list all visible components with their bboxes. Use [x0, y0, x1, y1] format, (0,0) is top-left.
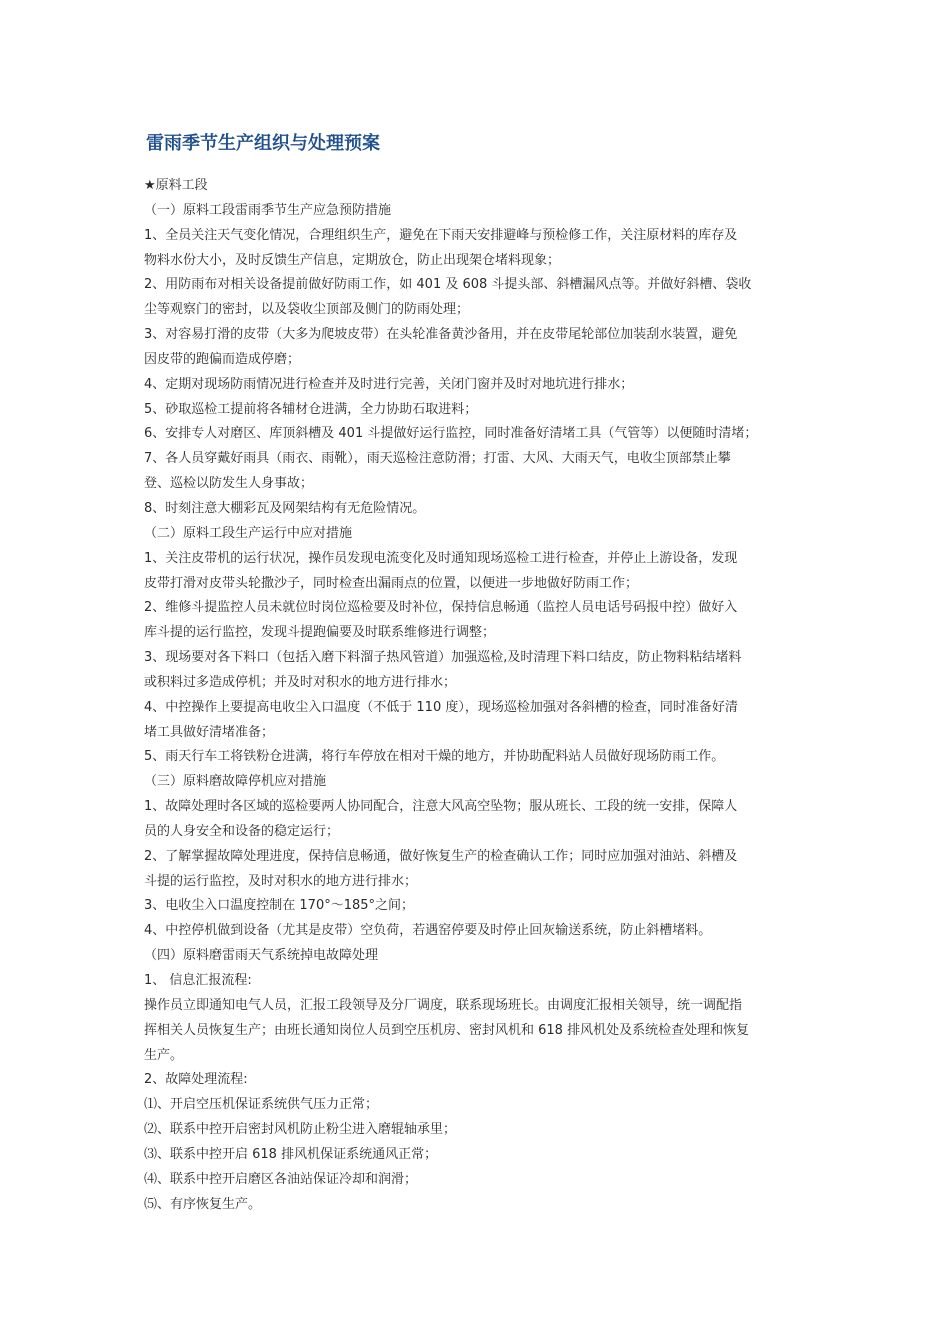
text-line: ⑷、联系中控开启磨区各油站保证冷却和润滑； [144, 1171, 418, 1187]
text-line: 库斗提的运行监控，发现斗提跑偏要及时联系维修进行调整； [144, 625, 496, 641]
text-line: 4、中控操作上要提高电收尘入口温度（不低于 110 度），现场巡检加强对各斜槽的检查，同时准备好清 [144, 699, 738, 715]
text-line: 员的人身安全和设备的稳定运行； [144, 823, 340, 839]
document-title: 雷雨季节生产组织与处理预案 [146, 133, 380, 154]
text-line: 2、用防雨布对相关设备提前做好防雨工作，如 401 及 608 斗提头部、斜槽漏风点等。并做好斜槽、袋收 [144, 277, 752, 293]
text-line: （三）原料磨故障停机应对措施 [144, 774, 327, 790]
text-line: 2、了解掌握故障处理进度，保持信息畅通，做好恢复生产的检查确认工作；同时应加强对油站、斜槽及 [144, 848, 738, 864]
text-line: ⑴、开启空压机保证系统供气压力正常； [144, 1097, 379, 1113]
text-line: 因皮带的跑偏而造成停磨； [144, 351, 301, 367]
text-line: 物料水份大小，及时反馈生产信息，定期放仓，防止出现架仓堵料现象； [144, 252, 561, 268]
text-line: 5、砂取巡检工提前将各辅材仓进满，全力协助石取进料； [144, 401, 478, 417]
text-line: 挥相关人员恢复生产；由班长通知岗位人员到空压机房、密封风机和 618 排风机处及系统检查处理和恢复 [144, 1022, 750, 1038]
text-line: 8、时刻注意大棚彩瓦及网架结构有无危险情况。 [144, 500, 426, 516]
text-line: 1、 信息汇报流程: [144, 973, 252, 988]
text-line: 1、关注皮带机的运行状况，操作员发现电流变化及时通知现场巡检工进行检查，并停止上游设备，发现 [144, 550, 738, 566]
text-line: ⑵、联系中控开启密封风机防止粉尘进入磨辊轴承里； [144, 1122, 457, 1138]
text-line: 操作员立即通知电气人员，汇报工段领导及分厂调度，联系现场班长。由调度汇报相关领导，统一调配指 [144, 997, 743, 1013]
text-line: 斗提的运行监控，及时对积水的地方进行排水； [144, 873, 418, 889]
document-body [144, 174, 814, 1217]
text-line: ⑶、联系中控开启 618 排风机保证系统通风正常； [144, 1146, 438, 1162]
text-line: 2、维修斗提监控人员未就位时岗位巡检要及时补位，保持信息畅通（监控人员电话号码报中控）做好入 [144, 600, 738, 616]
text-line: 3、现场要对各下料口（包括入磨下料溜子热风管道）加强巡检,及时清理下料口结皮，防止物料粘结堵料 [144, 650, 742, 666]
text-line: 4、中控停机做到设备（尤其是皮带）空负荷，若遇窑停要及时停止回灰输送系统，防止斜槽堵料。 [144, 923, 712, 939]
text-line: ★原料工段 [144, 178, 208, 193]
text-line: 7、各人员穿戴好雨具（雨衣、雨靴），雨天巡检注意防滑；打雷、大风、大雨天气，电收尘顶部禁止攀 [144, 451, 731, 467]
text-line: 3、对容易打滑的皮带（大多为爬坡皮带）在头轮准备黄沙备用，并在皮带尾轮部位加装刮水装置，避免 [144, 327, 738, 343]
text-line: 4、定期对现场防雨情况进行检查并及时进行完善，关闭门窗并及时对地坑进行排水； [144, 376, 634, 392]
text-line: 1、全员关注天气变化情况，合理组织生产，避免在下雨天安排避峰与预检修工作，关注原材料的库存及 [144, 227, 738, 243]
text-line: （四）原料磨雷雨天气系统掉电故障处理 [144, 948, 379, 964]
text-line: 堵工具做好清堵准备； [144, 724, 275, 740]
text-line: 或积料过多造成停机；并及时对积水的地方进行排水； [144, 674, 457, 690]
text-line: 5、雨天行车工将铁粉仓进满，将行车停放在相对干燥的地方，并协助配料站人员做好现场防雨工作。 [144, 749, 725, 765]
text-line: 登、巡检以防发生人身事故； [144, 476, 314, 492]
text-line: 6、安排专人对磨区、库顶斜槽及 401 斗提做好运行监控，同时准备好清堵工具（气管等）以便随时清堵； [144, 426, 758, 442]
text-line: 1、故障处理时各区域的巡检要两人协同配合，注意大风高空坠物；服从班长、工段的统一安排，保障人 [144, 799, 738, 815]
text-line: 2、故障处理流程: [144, 1072, 248, 1088]
text-line: 尘等观察门的密封，以及袋收尘顶部及侧门的防雨处理； [144, 302, 470, 318]
text-line: 3、电收尘入口温度控制在 170°～185°之间； [144, 898, 415, 914]
text-line: 生产。 [144, 1047, 184, 1063]
text-line: ⑸、有序恢复生产。 [144, 1196, 262, 1212]
text-line: （二）原料工段生产运行中应对措施 [144, 525, 353, 541]
text-line: （一）原料工段雷雨季节生产应急预防措施 [144, 202, 392, 218]
text-line: 皮带打滑对皮带头轮撒沙子，同时检查出漏雨点的位置，以便进一步地做好防雨工作； [144, 575, 639, 591]
